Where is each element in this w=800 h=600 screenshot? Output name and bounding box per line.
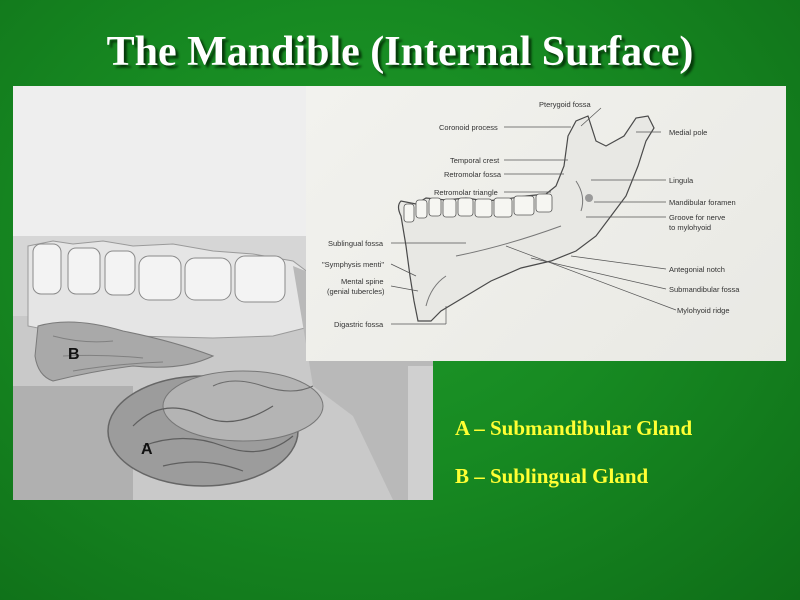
label-mylohyoid-ridge: Mylohyoid ridge [677,306,730,315]
label-lingula: Lingula [669,176,694,185]
label-temporal-crest: Temporal crest [450,156,500,165]
label-coronoid-process: Coronoid process [439,123,498,132]
slide-title: The Mandible (Internal Surface) [106,29,694,75]
label-mental-spine-line2: (genial tubercles) [327,287,385,296]
label-groove-nerve-line2: to mylohyoid [669,223,712,232]
label-retromolar-triangle: Retromolar triangle [434,188,498,197]
legend-item-a: A – Submandibular Gland [455,416,693,440]
mandible-diagram [306,86,786,361]
label-submandibular-fossa: Submandibular fossa [669,285,740,294]
label-retromolar-fossa: Retromolar fossa [444,170,502,179]
label-sublingual-fossa: Sublingual fossa [328,239,384,248]
label-groove-nerve-line1: Groove for nerve [669,213,726,222]
label-antegonial-notch: Antegonial notch [669,265,725,274]
legend-item-b: B – Sublingual Gland [455,464,649,488]
label-pterygoid-fossa: Pterygoid fossa [539,100,591,109]
photo-label-b: B [68,346,80,363]
label-digastric-fossa: Digastric fossa [334,320,384,329]
label-mental-spine-line1: Mental spine [341,277,384,286]
photo-label-a: A [141,441,153,458]
label-symphysis-menti: "Symphysis menti" [322,260,385,269]
label-mandibular-foramen: Mandibular foramen [669,198,736,207]
label-medial-pole: Medial pole [669,128,708,137]
